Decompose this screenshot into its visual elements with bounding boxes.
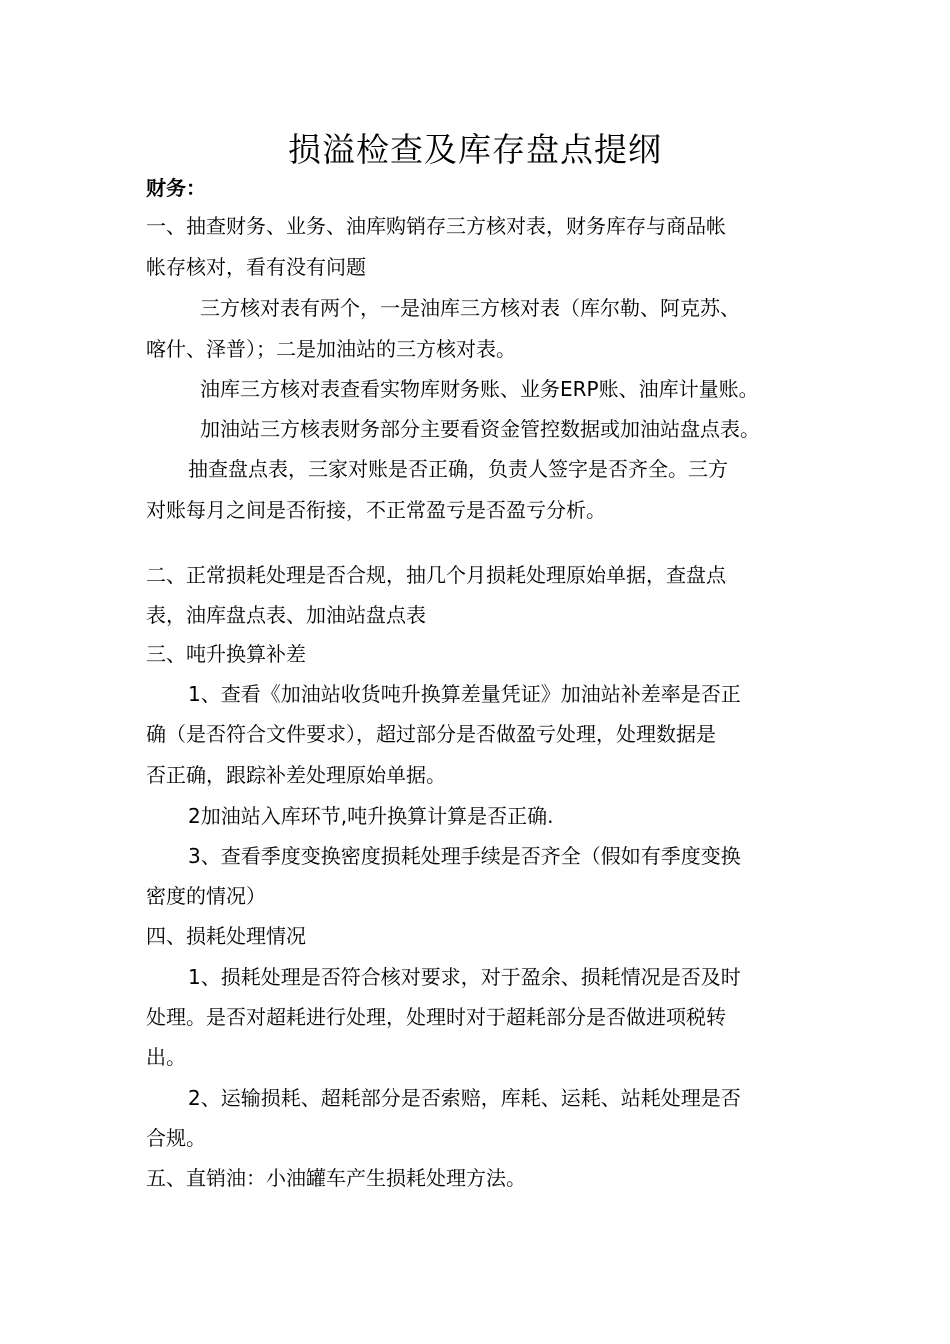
paragraph-line: 三方核对表有两个，一是油库三方核对表（库尔勒、阿克苏、 bbox=[200, 296, 740, 320]
paragraph-line: 油库三方核对表查看实物库财务账、业务ERP账、油库计量账。 bbox=[200, 377, 759, 401]
paragraph-line: 否正确，跟踪补差处理原始单据。 bbox=[146, 763, 446, 787]
paragraph-line: 出。 bbox=[146, 1045, 186, 1069]
item-4-heading: 四、损耗处理情况 bbox=[146, 924, 306, 948]
item-1-line-1: 一、抽查财务、业务、油库购销存三方核对表，财务库存与商品帐 bbox=[146, 214, 726, 238]
item-3-heading: 三、吨升换算补差 bbox=[146, 642, 306, 666]
paragraph-line: 2加油站入库环节,吨升换算计算是否正确. bbox=[188, 804, 554, 828]
paragraph-line: 确（是否符合文件要求），超过部分是否做盈亏处理，处理数据是 bbox=[146, 722, 716, 746]
paragraph-line: 喀什、泽普）；二是加油站的三方核对表。 bbox=[146, 337, 516, 361]
paragraph-line: 加油站三方核表财务部分主要看资金管控数据或加油站盘点表。 bbox=[200, 417, 760, 441]
item-5-line: 五、直销油：小油罐车产生损耗处理方法。 bbox=[146, 1166, 526, 1190]
paragraph-line: 2、运输损耗、超耗部分是否索赔，库耗、运耗、站耗处理是否 bbox=[188, 1086, 741, 1110]
paragraph-line: 合规。 bbox=[146, 1126, 206, 1150]
document-title: 损溢检查及库存盘点提纲 bbox=[288, 130, 662, 169]
section-heading-finance: 财务： bbox=[146, 176, 206, 200]
paragraph-line: 密度的情况） bbox=[146, 884, 266, 908]
paragraph-line: 3、查看季度变换密度损耗处理手续是否齐全（假如有季度变换 bbox=[188, 844, 741, 868]
item-1-line-2: 帐存核对，看有没有问题 bbox=[146, 255, 366, 279]
item-2-line-2: 表，油库盘点表、加油站盘点表 bbox=[146, 603, 426, 627]
paragraph-line: 1、查看《加油站收货吨升换算差量凭证》加油站补差率是否正 bbox=[188, 682, 741, 706]
paragraph-line: 对账每月之间是否衔接，不正常盈亏是否盈亏分析。 bbox=[146, 498, 606, 522]
paragraph-line: 处理。是否对超耗进行处理，处理时对于超耗部分是否做进项税转 bbox=[146, 1005, 726, 1029]
item-2-line-1: 二、正常损耗处理是否合规，抽几个月损耗处理原始单据，查盘点 bbox=[146, 563, 726, 587]
paragraph-line: 1、损耗处理是否符合核对要求，对于盈余、损耗情况是否及时 bbox=[188, 965, 741, 989]
paragraph-line: 抽查盘点表，三家对账是否正确，负责人签字是否齐全。三方 bbox=[188, 457, 728, 481]
